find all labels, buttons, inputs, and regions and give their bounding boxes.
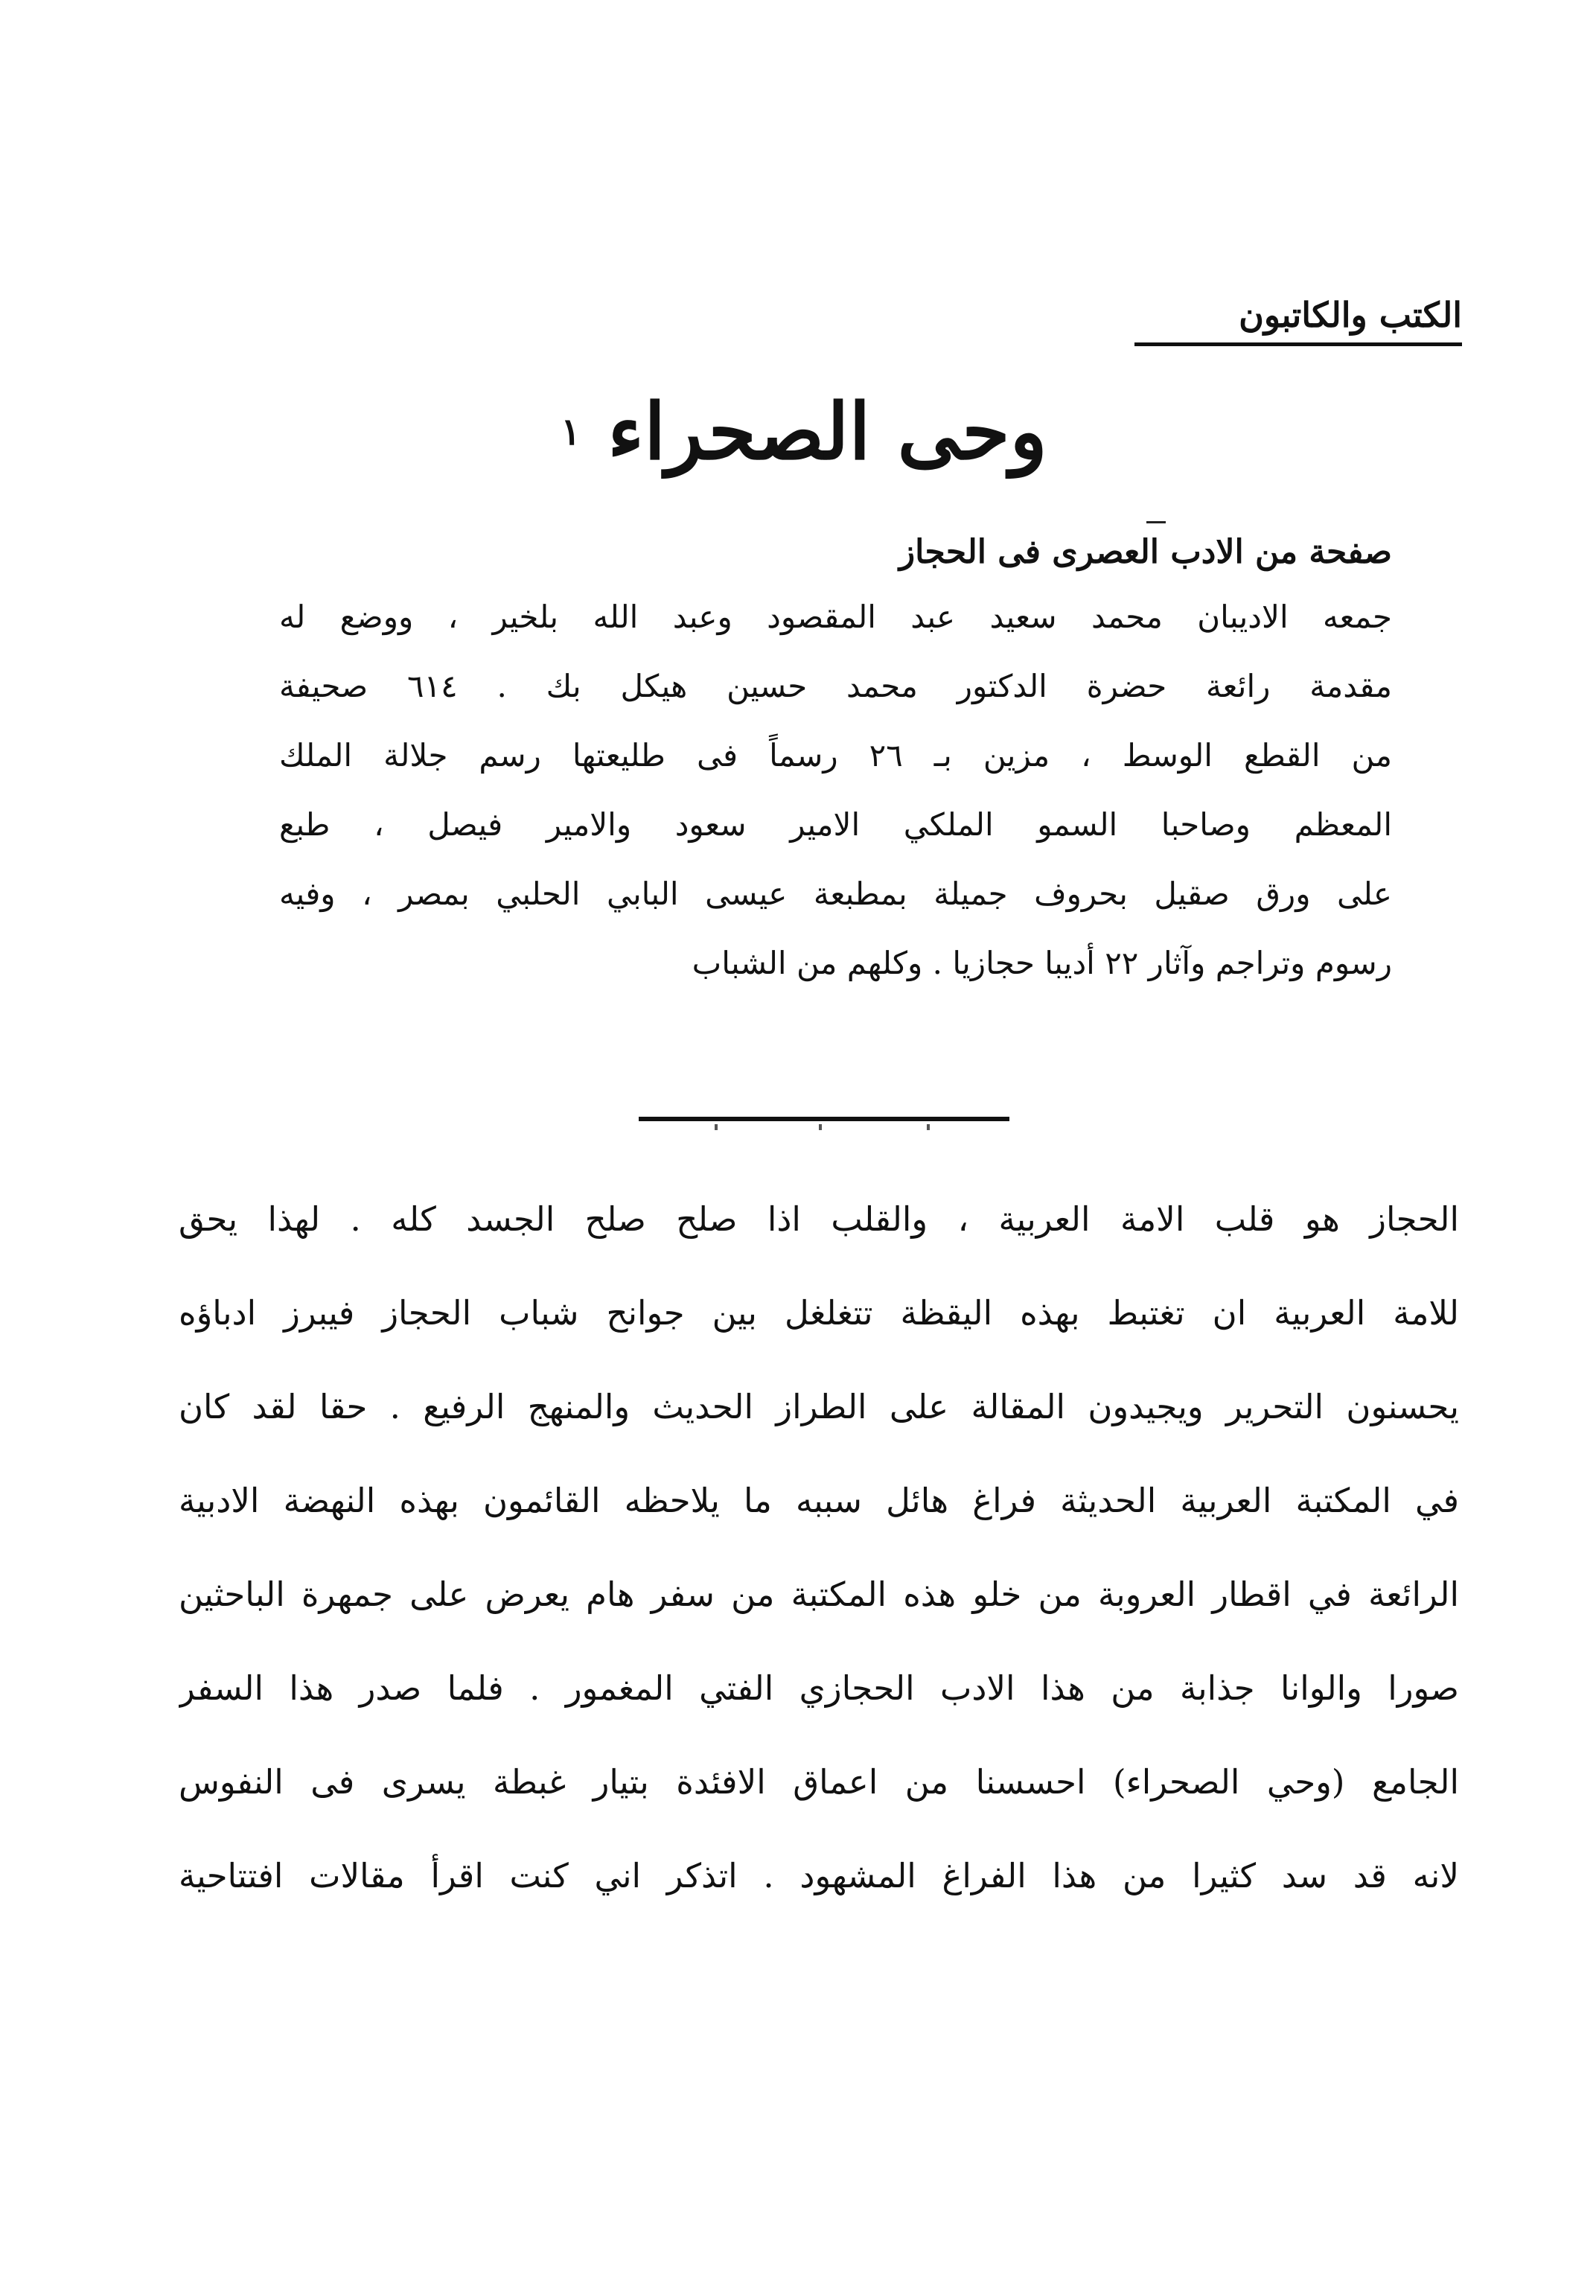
book-title-text: وحى الصحراء bbox=[607, 386, 1047, 477]
article-body bbox=[179, 1173, 1459, 1923]
section-separator bbox=[639, 1117, 1009, 1121]
book-info-line: رسوم وتراجم وآثار ٢٢ أديبا حجازيا . وكلهم من الشباب bbox=[692, 945, 1392, 981]
book-subtitle: صفحة من الادب العصرى فى الحجاز bbox=[898, 533, 1392, 571]
article-line: صورا والوانا جذابة من هذا الادب الحجازي الفتي المغمور . فلما صدر هذا السفر bbox=[179, 1668, 1459, 1708]
article-line: في المكتبة العربية الحديثة فراغ هائل سببه ما يلاحظه القائمون بهذه النهضة الادبية bbox=[179, 1481, 1459, 1520]
article-line: للامة العربية ان تغتبط بهذه اليقظة تتغلغل بين جوانح شباب الحجاز فيبرز ادباؤه bbox=[179, 1293, 1459, 1333]
section-header: الكتب والكاتبون bbox=[1134, 289, 1462, 346]
article-line: الحجاز هو قلب الامة العربية ، والقلب اذا صلح صلح الجسد كله . لهذا يحق bbox=[179, 1199, 1459, 1239]
book-info-line: المعظم وصاحبا السمو الملكي الامير سعود والامير فيصل ، طبع bbox=[279, 806, 1392, 843]
separator-tick bbox=[819, 1124, 822, 1130]
separator-tick bbox=[927, 1124, 930, 1130]
article-line: لانه قد سد كثيرا من هذا الفراغ المشهود . اتذكر اني كنت اقرأ مقالات افتتاحية bbox=[179, 1856, 1459, 1895]
book-info bbox=[279, 523, 1392, 998]
book-info-line: مقدمة رائعة حضرة الدكتور محمد حسين هيكل بك . ٦١٤ صحيفة bbox=[279, 668, 1392, 704]
book-info-line: على ورق صقيل بحروف جميلة بمطبعة عيسى البابي الحلبي بمصر ، وفيه bbox=[279, 876, 1392, 912]
article-line: الرائعة في اقطار العروبة من خلو هذه المكتبة من سفر هام يعرض على جمهرة الباحثين bbox=[179, 1575, 1459, 1614]
book-title-mark: ١ bbox=[561, 409, 581, 453]
article-line: يحسنون التحرير ويجيدون المقالة على الطراز الحديث والمنهج الرفيع . حقا لقد كان bbox=[179, 1387, 1459, 1426]
book-info-line: جمعه الاديبان محمد سعيد عبد المقصود وعبد الله بلخير ، ووضع له bbox=[279, 599, 1392, 635]
separator-tick bbox=[715, 1124, 718, 1130]
book-info-line: من القطع الوسط ، مزين بـ ٢٦ رسماً فى طليعتها رسم جلالة الملك bbox=[279, 737, 1392, 774]
book-title bbox=[521, 380, 1087, 484]
article-line: الجامع (وحي الصحراء) احسسنا من اعماق الافئدة بتيار غبطة يسرى فى النفوس bbox=[179, 1762, 1459, 1802]
